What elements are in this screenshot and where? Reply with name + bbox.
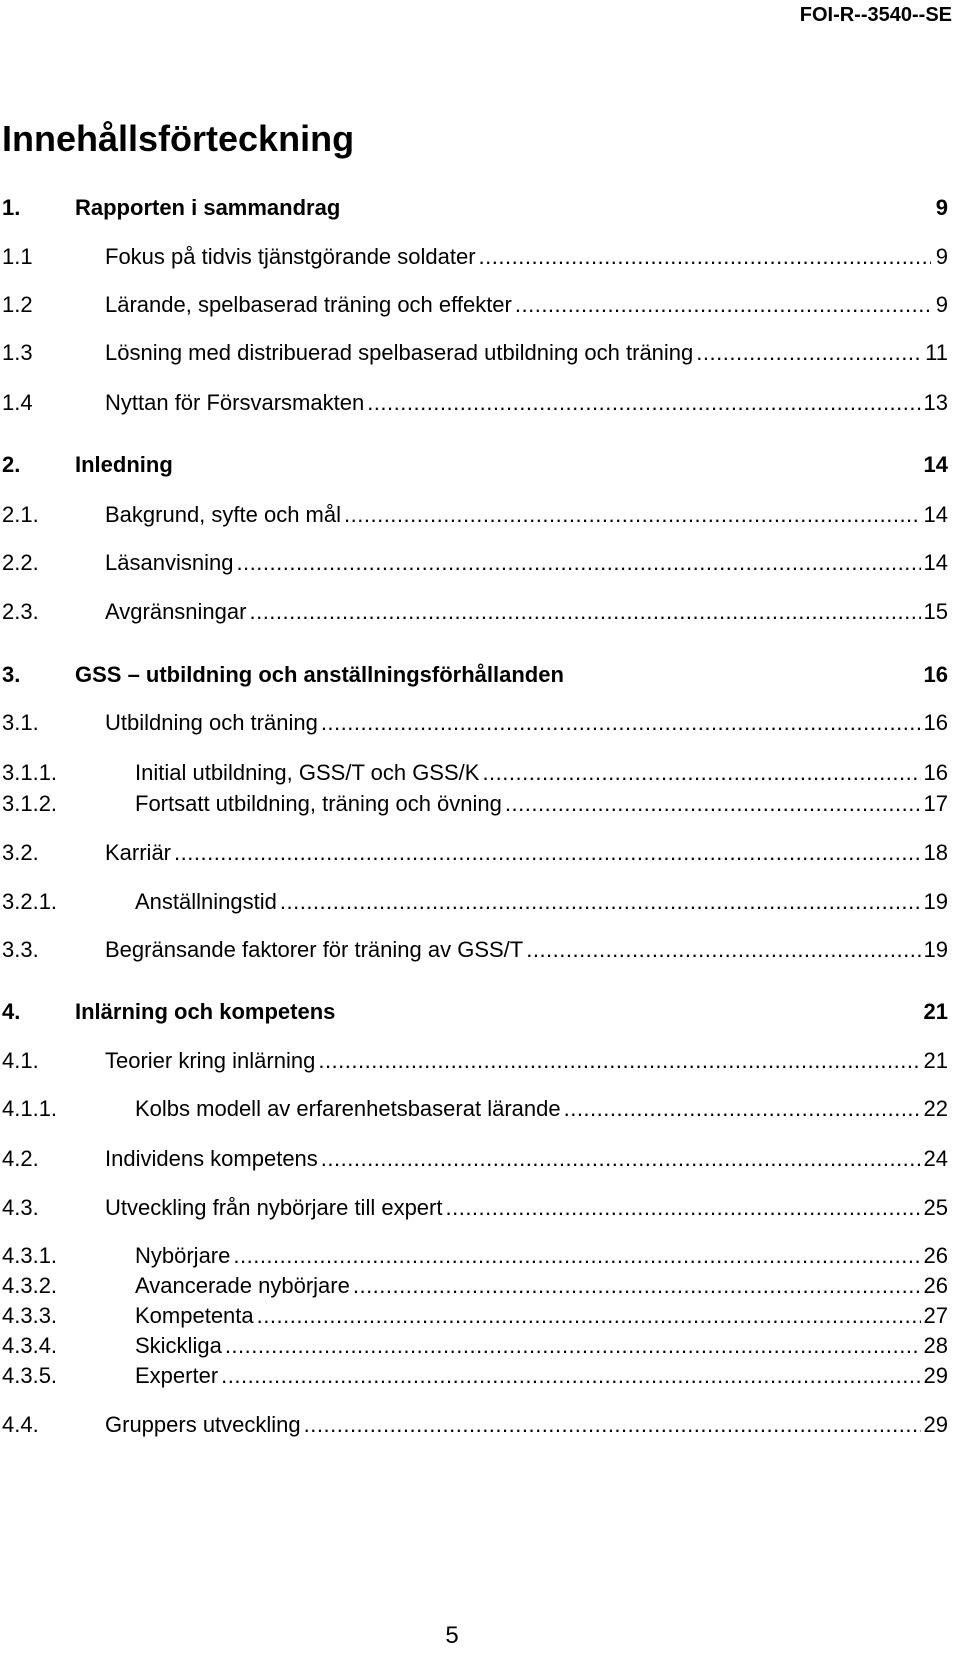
toc-dot-leader bbox=[515, 290, 931, 320]
toc-entry-page: 13 bbox=[923, 390, 948, 415]
page-number: 5 bbox=[445, 1622, 459, 1649]
toc-dot-leader bbox=[344, 500, 921, 530]
toc-entry-label: Bakgrund, syfte och mål bbox=[105, 502, 342, 527]
toc-entry[interactable] bbox=[2, 1094, 948, 1124]
toc-entry-number: 2.1. bbox=[2, 502, 39, 527]
toc-entry-page: 16 bbox=[923, 710, 948, 735]
toc-entry[interactable] bbox=[2, 548, 948, 578]
toc-dot-leader bbox=[236, 548, 920, 578]
toc-entry[interactable] bbox=[2, 450, 948, 480]
toc-entry-label: Karriär bbox=[105, 840, 172, 865]
toc-dot-leader bbox=[318, 1046, 920, 1076]
toc-entry-label: Initial utbildning, GSS/T och GSS/K bbox=[135, 760, 480, 785]
toc-entry-label: Fokus på tidvis tjänstgörande soldater bbox=[105, 244, 476, 269]
toc-entry-label: Lösning med distribuerad spelbaserad utbildning och träning bbox=[105, 340, 694, 365]
toc-entry-label: Inledning bbox=[75, 452, 173, 477]
toc-entry-number: 4.1.1. bbox=[2, 1096, 58, 1121]
toc-entry-number: 4.2. bbox=[2, 1146, 39, 1171]
toc-entry-page: 18 bbox=[923, 840, 948, 865]
toc-entry-number: 3. bbox=[2, 662, 21, 687]
toc-dot-leader bbox=[249, 597, 920, 627]
toc-entry-label: Individens kompetens bbox=[105, 1146, 318, 1171]
toc-entry[interactable] bbox=[2, 1144, 948, 1174]
toc-entry[interactable] bbox=[2, 597, 948, 627]
toc-entry-page: 29 bbox=[923, 1363, 948, 1388]
toc-entry-page: 19 bbox=[923, 889, 948, 914]
toc-entry-number: 2.3. bbox=[2, 599, 39, 624]
toc-dot-leader bbox=[233, 1241, 920, 1271]
toc-dot-leader bbox=[696, 338, 922, 368]
toc-dot-leader bbox=[321, 1144, 921, 1174]
toc-dot-leader bbox=[225, 1331, 921, 1361]
toc-entry-label: Teorier kring inlärning bbox=[105, 1048, 316, 1073]
toc-entry-label: Nybörjare bbox=[135, 1243, 231, 1268]
toc-dot-leader bbox=[221, 1361, 920, 1391]
toc-entry-label: Experter bbox=[135, 1363, 219, 1388]
toc-entry-page: 29 bbox=[923, 1412, 948, 1437]
toc-entry-page: 9 bbox=[935, 244, 948, 269]
toc-entry-number: 1.1 bbox=[2, 244, 33, 269]
toc-entry[interactable] bbox=[2, 1410, 948, 1440]
toc-entry-page: 19 bbox=[923, 937, 948, 962]
toc-entry-label: Läsanvisning bbox=[105, 550, 234, 575]
toc-entry-page: 27 bbox=[923, 1303, 948, 1328]
toc-entry-number: 1. bbox=[2, 195, 21, 220]
toc-entry[interactable] bbox=[2, 708, 948, 738]
toc-entry-label: Avgränsningar bbox=[105, 599, 247, 624]
toc-entry[interactable] bbox=[2, 242, 948, 272]
toc-entry-label: Kolbs modell av erfarenhetsbaserat lärande bbox=[135, 1096, 561, 1121]
toc-entry-page: 9 bbox=[935, 195, 948, 220]
toc-entry[interactable] bbox=[2, 500, 948, 530]
toc-entry-number: 4.3.5. bbox=[2, 1363, 58, 1388]
toc-entry-label: Begränsande faktorer för träning av GSS/T bbox=[105, 937, 524, 962]
toc-entry-page: 21 bbox=[923, 1048, 948, 1073]
toc-entry[interactable] bbox=[2, 193, 948, 223]
toc-dot-leader bbox=[367, 388, 920, 418]
toc-entry[interactable] bbox=[2, 660, 948, 690]
toc-entry-page: 22 bbox=[923, 1096, 948, 1121]
toc-entry-number: 3.1.2. bbox=[2, 791, 58, 816]
toc-entry-page: 24 bbox=[923, 1146, 948, 1171]
toc-entry-page: 15 bbox=[923, 599, 948, 624]
toc-entry[interactable] bbox=[2, 1361, 948, 1391]
toc-entry-number: 3.2. bbox=[2, 840, 39, 865]
toc-entry[interactable] bbox=[2, 935, 948, 965]
toc-entry-label: Nyttan för Försvarsmakten bbox=[105, 390, 365, 415]
toc-dot-leader bbox=[564, 1094, 921, 1124]
toc-entry-label: Skickliga bbox=[135, 1333, 222, 1358]
toc-entry-page: 9 bbox=[935, 292, 948, 317]
toc-entry-number: 4.1. bbox=[2, 1048, 39, 1073]
toc-entry-page: 21 bbox=[923, 999, 948, 1024]
toc-entry-page: 17 bbox=[923, 791, 948, 816]
toc-entry-page: 26 bbox=[923, 1273, 948, 1298]
toc-entry-number: 3.3. bbox=[2, 937, 39, 962]
toc-dot-leader bbox=[482, 758, 920, 788]
toc-dot-leader bbox=[280, 887, 921, 917]
toc-entry-number: 4. bbox=[2, 999, 21, 1024]
toc-dot-leader bbox=[479, 242, 931, 272]
toc-entry-label: Kompetenta bbox=[135, 1303, 254, 1328]
toc-entry-number: 4.3. bbox=[2, 1195, 39, 1220]
toc-entry-number: 2.2. bbox=[2, 550, 39, 575]
toc-entry[interactable] bbox=[2, 1271, 948, 1301]
toc-entry-label: Inlärning och kompetens bbox=[75, 999, 336, 1024]
toc-entry-label: Utveckling från nybörjare till expert bbox=[105, 1195, 443, 1220]
toc-entry-number: 1.3 bbox=[2, 340, 33, 365]
toc-dot-leader bbox=[321, 708, 921, 738]
toc-dot-leader bbox=[304, 1410, 921, 1440]
toc-entry-number: 4.3.4. bbox=[2, 1333, 58, 1358]
toc-entry-page: 28 bbox=[923, 1333, 948, 1358]
toc-entry-label: GSS – utbildning och anställningsförhållanden bbox=[75, 662, 564, 687]
toc-entry[interactable] bbox=[2, 789, 948, 819]
toc-entry[interactable] bbox=[2, 887, 948, 917]
toc-entry[interactable] bbox=[2, 290, 948, 320]
toc-entry-label: Utbildning och träning bbox=[105, 710, 318, 735]
toc-heading: Innehållsförteckning bbox=[2, 118, 355, 159]
toc-entry-number: 4.3.1. bbox=[2, 1243, 58, 1268]
report-id: FOI-R--3540--SE bbox=[799, 4, 952, 26]
toc-entry-page: 26 bbox=[923, 1243, 948, 1268]
toc-entry[interactable] bbox=[2, 758, 948, 788]
toc-entry-page: 11 bbox=[925, 340, 948, 365]
toc-entry-label: Fortsatt utbildning, träning och övning bbox=[135, 791, 502, 816]
toc-entry-label: Gruppers utveckling bbox=[105, 1412, 301, 1437]
toc-dot-leader bbox=[505, 789, 921, 819]
toc-entry[interactable] bbox=[2, 1331, 948, 1361]
toc-entry-page: 14 bbox=[923, 550, 948, 575]
toc-entry-label: Avancerade nybörjare bbox=[135, 1273, 350, 1298]
toc-entry[interactable] bbox=[2, 388, 948, 418]
toc-entry-number: 1.2 bbox=[2, 292, 33, 317]
toc-entry-page: 25 bbox=[923, 1195, 948, 1220]
toc-entry-number: 3.1. bbox=[2, 710, 39, 735]
toc-entry-number: 1.4 bbox=[2, 390, 33, 415]
toc-entry[interactable] bbox=[2, 1046, 948, 1076]
toc-dot-leader bbox=[353, 1271, 921, 1301]
toc-entry-number: 4.3.2. bbox=[2, 1273, 58, 1298]
toc-entry[interactable] bbox=[2, 1193, 948, 1223]
toc-dot-leader bbox=[174, 838, 921, 868]
toc-entry-number: 3.1.1. bbox=[2, 760, 58, 785]
toc-entry[interactable] bbox=[2, 338, 948, 368]
toc-dot-leader bbox=[257, 1301, 921, 1331]
toc-entry-label: Rapporten i sammandrag bbox=[75, 195, 341, 220]
toc-entry[interactable] bbox=[2, 1301, 948, 1331]
toc-entry[interactable] bbox=[2, 997, 948, 1027]
toc-entry-number: 2. bbox=[2, 452, 21, 477]
toc-entry-number: 4.3.3. bbox=[2, 1303, 58, 1328]
toc-entry-number: 4.4. bbox=[2, 1412, 39, 1437]
toc-entry-page: 16 bbox=[923, 760, 948, 785]
toc-dot-leader bbox=[445, 1193, 920, 1223]
toc-entry-number: 3.2.1. bbox=[2, 889, 58, 914]
toc-entry-label: Lärande, spelbaserad träning och effekter bbox=[105, 292, 512, 317]
toc-entry-page: 16 bbox=[923, 662, 948, 687]
toc-dot-leader bbox=[526, 935, 920, 965]
toc-entry[interactable] bbox=[2, 1241, 948, 1271]
toc-entry-page: 14 bbox=[923, 502, 948, 527]
toc-entry-page: 14 bbox=[923, 452, 948, 477]
toc-entry[interactable] bbox=[2, 838, 948, 868]
toc-entry-label: Anställningstid bbox=[135, 889, 277, 914]
